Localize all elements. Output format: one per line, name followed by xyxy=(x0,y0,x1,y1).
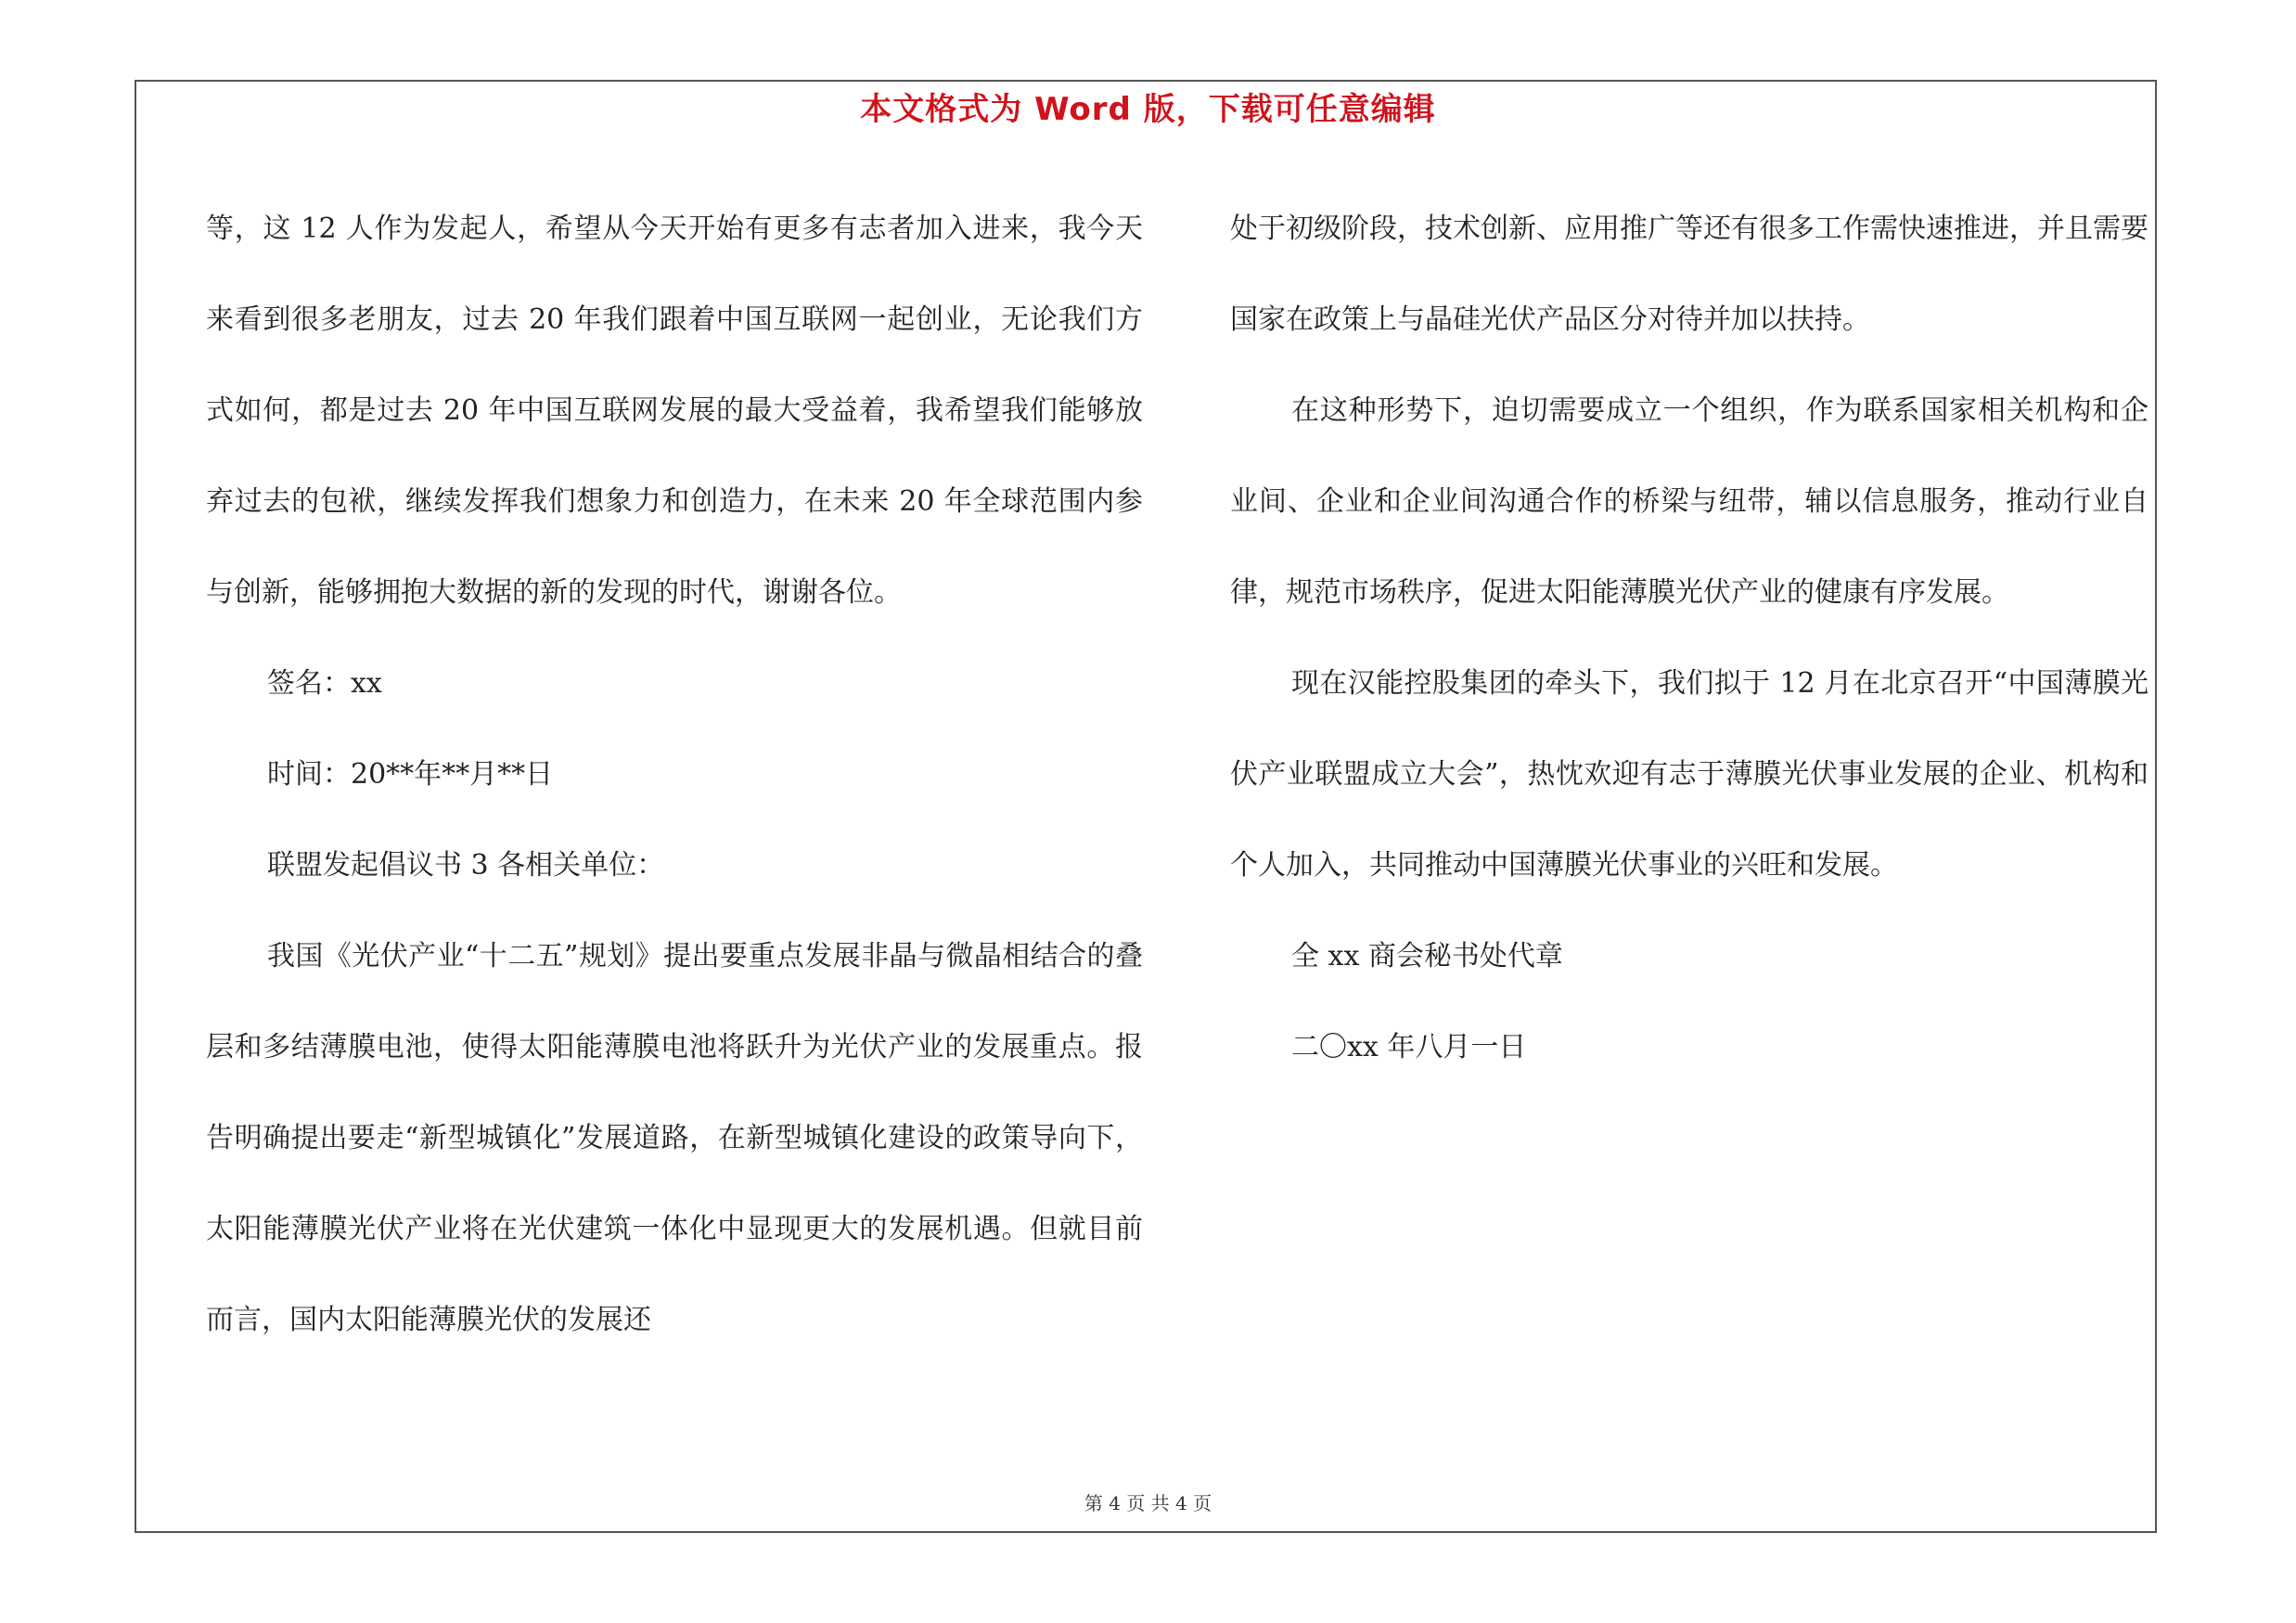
paragraph-continuation: 处于初级阶段，技术创新、应用推广等还有很多工作需快速推进，并且需要国家在政策上与晶硅光伏产品区分对待并加以扶持。 xyxy=(1230,213,2148,336)
section-heading: 联盟发起倡议书 3 各相关单位： xyxy=(267,849,665,882)
paragraph-policy: 我国《光伏产业“十二五”规划》提出要重点发展非晶与微晶相结合的叠层和多结薄膜电池，使得太阳能薄膜电池将跃升为光伏产业的发展重点。报告明确提出要走“新型城镇化”发展道路，在新型城镇化建设的政策导向下，太阳能薄膜光伏产业将在光伏建筑一体化中显现更大的发展机遇。但就目前而言，国内太阳能薄膜光伏的发展还 xyxy=(206,940,1143,1336)
date-line: 时间：20**年**月**日 xyxy=(267,758,554,791)
sign-date-line: 二〇xx 年八月一日 xyxy=(1291,1031,1527,1063)
format-notice-banner: 本文格式为 Word 版，下载可任意编辑 xyxy=(860,91,1436,128)
paragraph-organization: 在这种形势下，迫切需要成立一个组织，作为联系国家相关机构和企业间、企业和企业间沟通合作的桥梁与纽带，辅以信息服务，推动行业自律，规范市场秩序，促进太阳能薄膜光伏产业的健康有序发展。 xyxy=(1230,394,2148,609)
left-column xyxy=(206,184,1143,1366)
page-number: 第 4 页 共 4 页 xyxy=(1084,1492,1212,1514)
paragraph-speech-ending: 等，这 12 人作为发起人，希望从今天开始有更多有志者加入进来，我今天来看到很多老朋友，过去 20 年我们跟着中国互联网一起创业，无论我们方式如何，都是过去 20 年中国互联网发展的最大受益着，我希望我们能够放弃过去的包袱，继续发挥我们想象力和创造力，在未来 20 年全球范围内参与创新，能够拥抱大数据的新的发现的时代，谢谢各位。 xyxy=(206,213,1143,609)
stamp-line: 全 xx 商会秘书处代章 xyxy=(1291,940,1563,973)
signature-line: 签名：xx xyxy=(267,667,382,700)
right-column xyxy=(1230,184,2148,1093)
paragraph-invitation: 现在汉能控股集团的牵头下，我们拟于 12 月在北京召开“中国薄膜光伏产业联盟成立大会”，热忱欢迎有志于薄膜光伏事业发展的企业、机构和个人加入，共同推动中国薄膜光伏事业的兴旺和发展。 xyxy=(1230,667,2148,882)
